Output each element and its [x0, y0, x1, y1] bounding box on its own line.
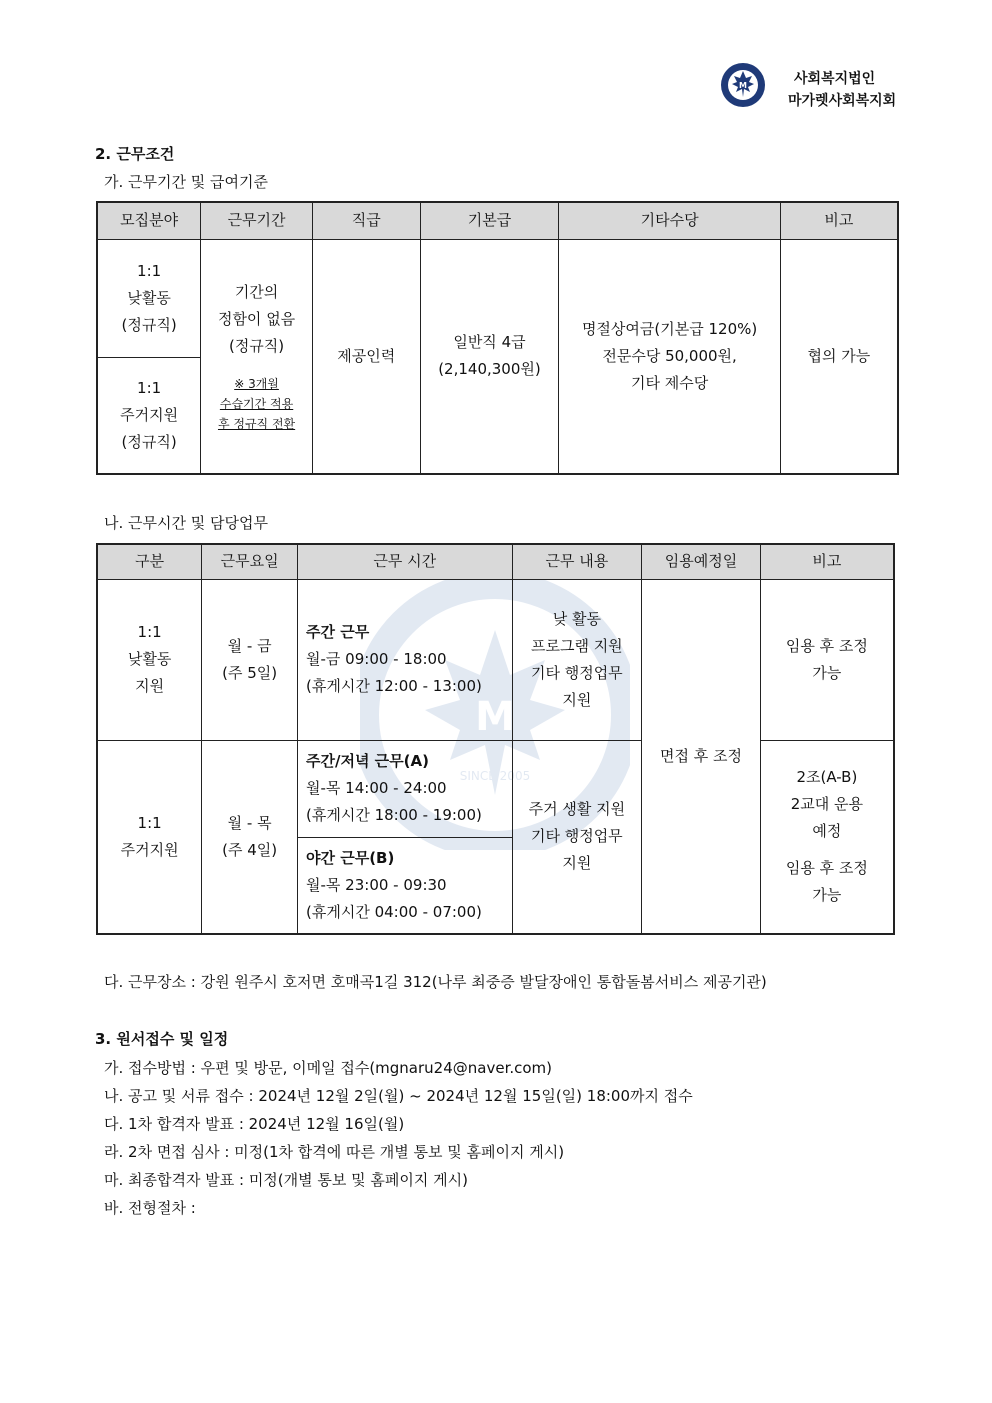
th-allowance: 기타수당 — [559, 202, 780, 239]
allowance-cell: 명절상여금(기본급 120%) 전문수당 50,000원, 기타 제수당 — [559, 239, 780, 474]
watermark-since: SINCE 2005 — [459, 769, 531, 783]
subsection-a-title: 가. 근무기간 및 급여기준 — [104, 173, 268, 191]
division-residential-support: 1:1 주거지원 — [97, 740, 202, 934]
period-cell: 기간의 정함이 없음 (정규직) ※ 3개월 수습기간 적용 후 정규직 전환 — [201, 239, 313, 474]
th-division: 구분 — [97, 544, 202, 579]
days-cell: 월 - 금 (주 5일) — [202, 579, 298, 740]
selection-process: 바. 전형절차 : — [104, 1199, 196, 1217]
th-rank: 직급 — [312, 202, 420, 239]
field-residential-support: 1:1 주거지원 (정규직) — [97, 357, 201, 474]
hours-day-shift: 주간 근무 월-금 09:00 - 18:00 (휴게시간 12:00 - 13:00) — [298, 579, 513, 740]
th-field: 모집분야 — [97, 202, 201, 239]
final-result-date: 마. 최종합격자 발표 : 미정(개별 통보 및 홈페이지 게시) — [104, 1171, 468, 1189]
org-header — [720, 62, 900, 114]
table-row — [97, 579, 894, 740]
note-cell: 협의 가능 — [780, 239, 898, 474]
appointment-cell: 면접 후 조정 — [642, 579, 761, 934]
salary-cell: 일반직 4급 (2,140,300원) — [420, 239, 559, 474]
days-cell: 월 - 목 (주 4일) — [202, 740, 298, 934]
announcement-period: 나. 공고 및 서류 접수 : 2024년 12월 2일(월) ~ 2024년 12월 15일(일) 18:00까지 접수 — [104, 1087, 693, 1105]
th-salary: 기본급 — [420, 202, 559, 239]
svg-text:M: M — [475, 694, 515, 740]
subsection-b-title: 나. 근무시간 및 담당업무 — [104, 514, 268, 532]
org-type: 사회복지법인 — [794, 71, 876, 87]
application-method: 가. 접수방법 : 우편 및 방문, 이메일 접수(mgnaru24@naver.com) — [104, 1059, 553, 1077]
field-day-activity: 1:1 낮활동 (정규직) — [97, 239, 201, 357]
th-days: 근무요일 — [202, 544, 298, 579]
svg-text:M: M — [739, 81, 747, 90]
th-remark: 비고 — [760, 544, 894, 579]
section-2-title: 2. 근무조건 — [95, 145, 175, 163]
hours-night-shift-b: 야간 근무(B) 월-목 23:00 - 09:30 (휴게시간 04:00 - 07:00) — [298, 837, 513, 934]
th-period: 근무기간 — [201, 202, 313, 239]
th-hours: 근무 시간 — [298, 544, 513, 579]
first-result-date: 다. 1차 합격자 발표 : 2024년 12월 16일(월) — [104, 1115, 405, 1133]
table-header-row — [97, 202, 898, 239]
table-header-row — [97, 544, 894, 579]
table-row — [97, 239, 898, 357]
th-appointment: 임용예정일 — [642, 544, 761, 579]
work-location: 다. 근무장소 : 강원 원주시 호저면 호매곡1길 312(나루 최중증 발달장애인 통합돌봄서비스 제공기관) — [104, 973, 767, 991]
section-3-title: 3. 원서접수 및 일정 — [95, 1030, 229, 1048]
foundation-logo-icon — [720, 62, 766, 108]
interview-date: 라. 2차 면접 심사 : 미정(1차 합격에 따른 개별 통보 및 홈페이지 게시) — [104, 1143, 565, 1161]
org-name: 마가렛사회복지회 — [788, 93, 897, 109]
th-note: 비고 — [780, 202, 898, 239]
duties-cell: 주거 생활 지원 기타 행정업무 지원 — [512, 740, 642, 934]
table-row — [97, 740, 894, 837]
rank-cell: 제공인력 — [312, 239, 420, 474]
division-day-activity: 1:1 낮활동 지원 — [97, 579, 202, 740]
remark-cell: 임용 후 조정 가능 — [760, 579, 894, 740]
hours-evening-shift-a: 주간/저녁 근무(A) 월-목 14:00 - 24:00 (휴게시간 18:00 - 19:00) — [298, 740, 513, 837]
duties-cell: 낮 활동 프로그램 지원 기타 행정업무 지원 — [512, 579, 642, 740]
th-duties: 근무 내용 — [512, 544, 642, 579]
schedule-table — [96, 543, 895, 935]
remark-cell: 2조(A-B) 2교대 운용 예정 임용 후 조정 가능 — [760, 740, 894, 934]
salary-table — [96, 201, 899, 475]
